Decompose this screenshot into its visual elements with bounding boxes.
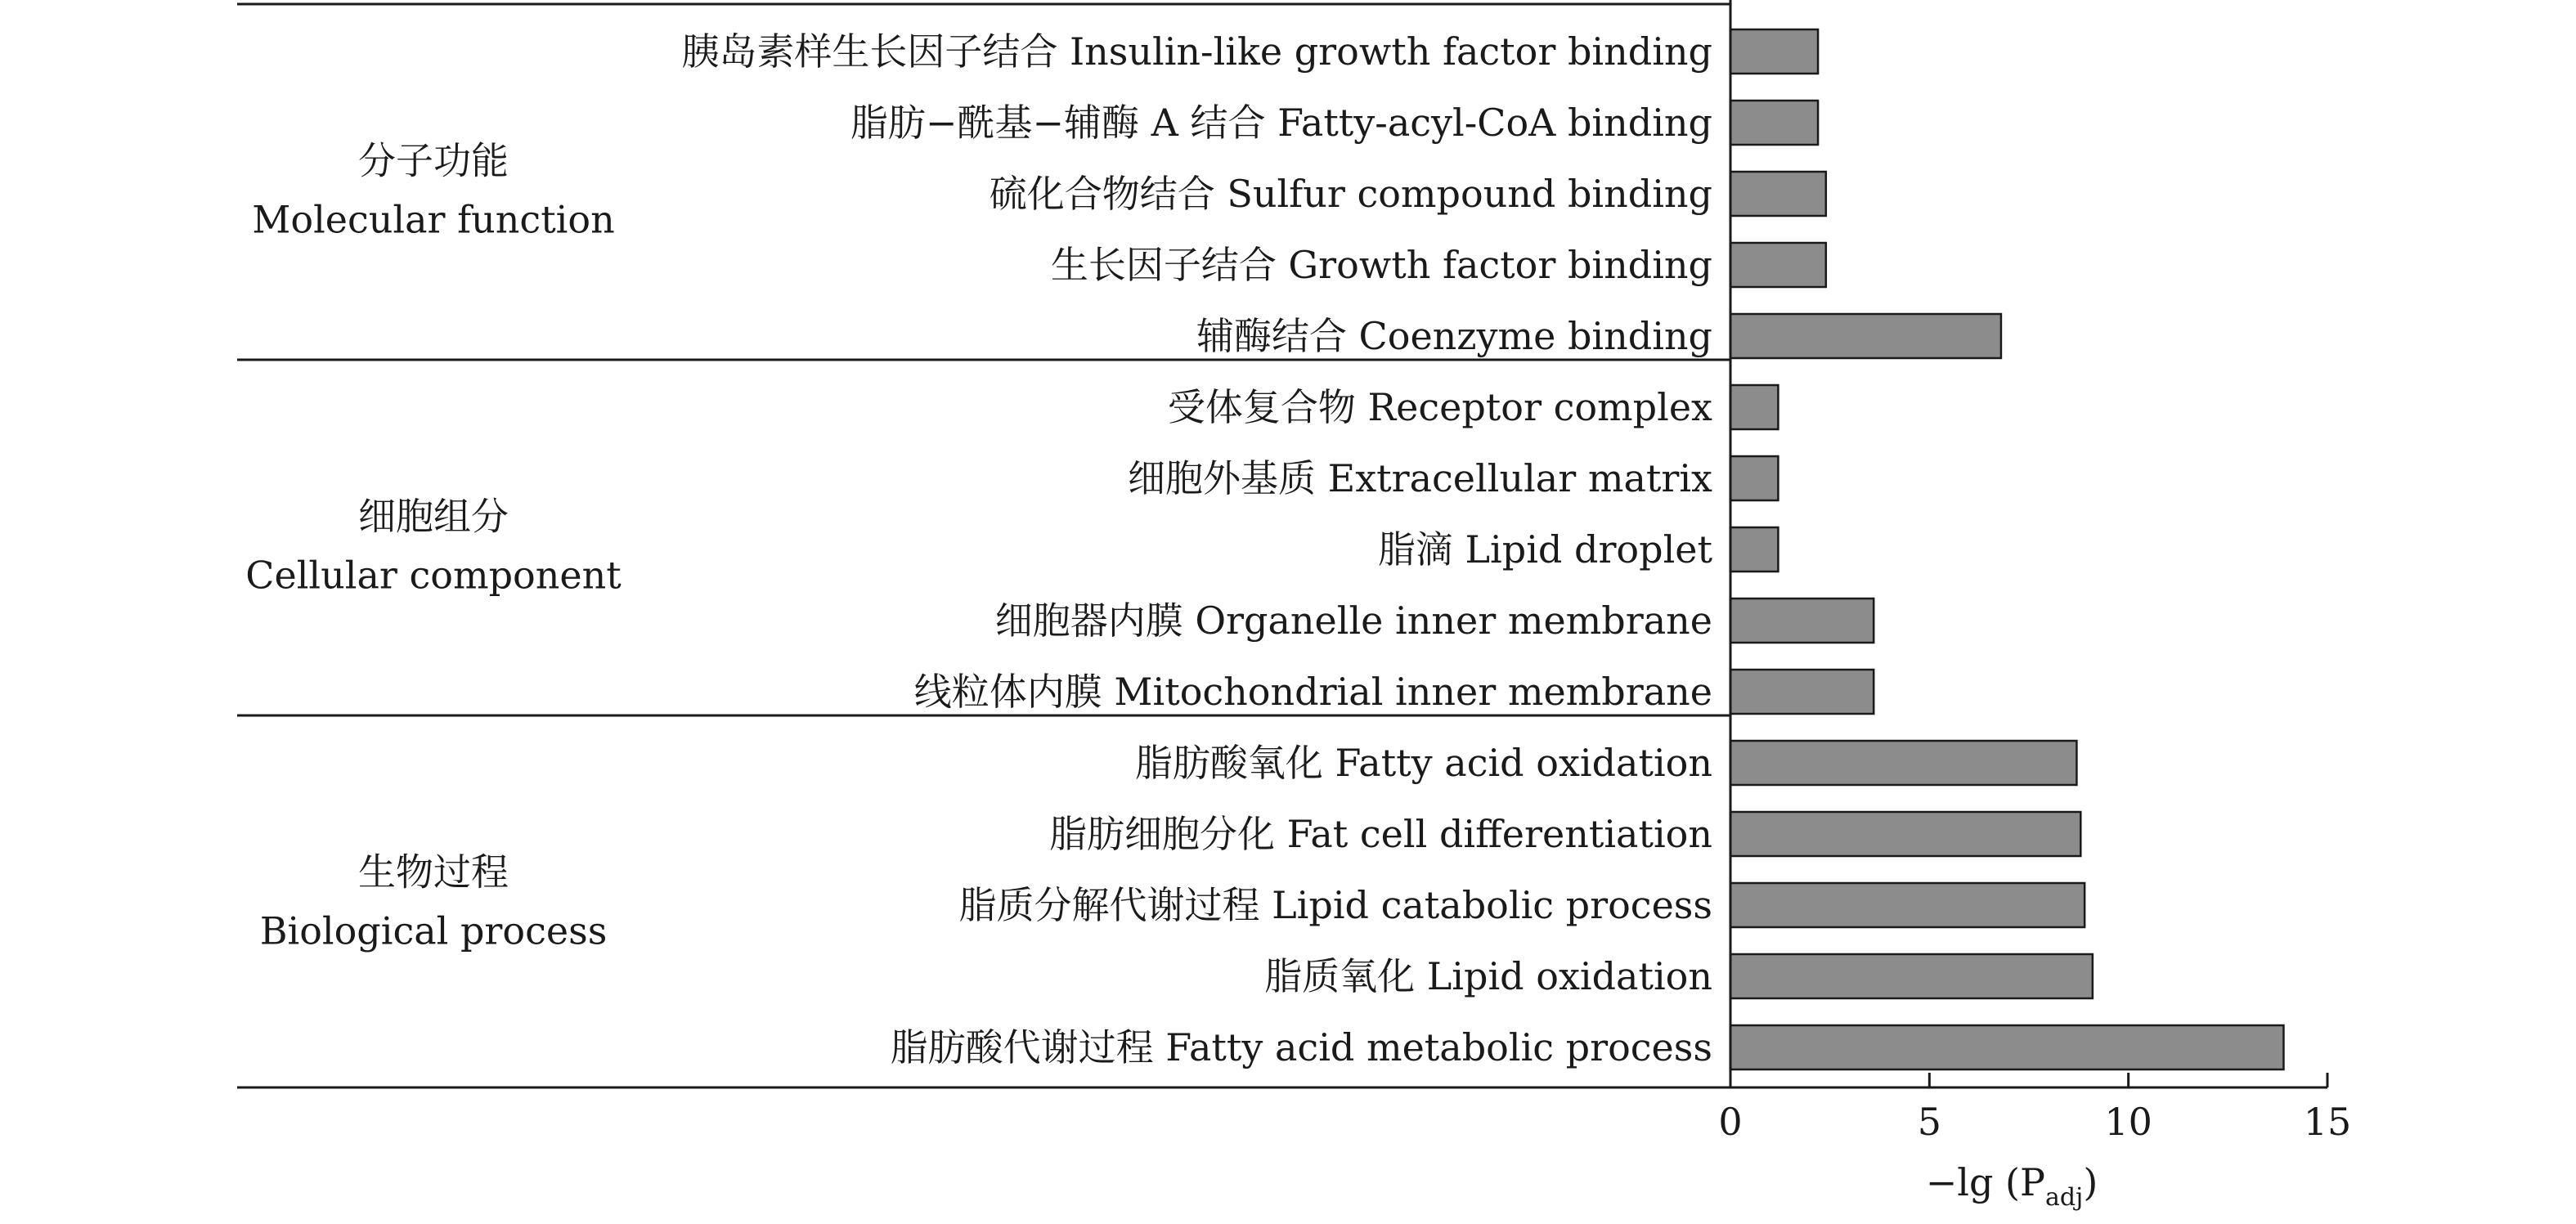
- term-label-0-4: 辅酶结合 Coenzyme binding: [1196, 314, 1712, 358]
- term-label-2-1: 脂肪细胞分化 Fat cell differentiation: [1048, 812, 1712, 856]
- bar-0-3: [1730, 243, 1826, 287]
- group-name-1: 细胞组分: [358, 494, 509, 539]
- term-label-1-1: 细胞外基质 Extracellular matrix: [1128, 456, 1712, 500]
- bar-0-0: [1730, 29, 1818, 74]
- bar-1-2: [1730, 527, 1778, 572]
- x-axis-title: −lg $(P_{adj})$: [1925, 1160, 2098, 1212]
- group-name-en-0: Molecular function: [252, 197, 615, 242]
- term-label-1-0: 受体复合物 Receptor complex: [1167, 385, 1712, 429]
- group-name-2: 生物过程: [358, 850, 509, 894]
- bar-2-3: [1730, 954, 2093, 998]
- term-label-1-2: 脂滴 Lipid droplet: [1377, 527, 1712, 572]
- bar-2-4: [1730, 1025, 2283, 1069]
- bar-layer: [681, 29, 2283, 1069]
- term-label-2-0: 脂肪酸氧化 Fatty acid oxidation: [1134, 741, 1712, 785]
- x-tick-label-1: 5: [1917, 1100, 1941, 1144]
- term-label-1-4: 线粒体内膜 Mitochondrial inner membrane: [913, 670, 1712, 714]
- bar-2-1: [1730, 812, 2080, 856]
- group-name-en-1: Cellular component: [245, 553, 622, 598]
- bar-2-0: [1730, 741, 2076, 785]
- term-label-0-1: 脂肪−酰基−辅酶 A 结合 Fatty-acyl-CoA binding: [850, 101, 1712, 145]
- x-tick-label-3: 15: [2303, 1100, 2352, 1144]
- x-tick-label-2: 10: [2104, 1100, 2152, 1144]
- term-label-2-4: 脂肪酸代谢过程 Fatty acid metabolic process: [890, 1025, 1712, 1069]
- bar-1-1: [1730, 456, 1778, 500]
- term-label-0-0: 胰岛素样生长因子结合 Insulin-like growth factor binding: [681, 29, 1712, 74]
- x-tick-label-0: 0: [1718, 1100, 1743, 1144]
- bar-2-2: [1730, 883, 2085, 927]
- term-label-0-3: 生长因子结合 Growth factor binding: [1050, 243, 1712, 287]
- bar-0-1: [1730, 101, 1818, 145]
- group-name-0: 分子功能: [358, 138, 509, 183]
- bar-0-2: [1730, 172, 1826, 216]
- bar-1-4: [1730, 670, 1874, 714]
- term-label-1-3: 细胞器内膜 Organelle inner membrane: [994, 599, 1712, 643]
- bar-0-4: [1730, 314, 2001, 358]
- term-label-0-2: 硫化合物结合 Sulfur compound binding: [989, 172, 1712, 216]
- term-label-2-3: 脂质氧化 Lipid oxidation: [1264, 954, 1712, 998]
- bar-1-3: [1730, 599, 1874, 643]
- group-name-en-2: Biological process: [259, 908, 608, 953]
- term-label-2-2: 脂质分解代谢过程 Lipid catabolic process: [958, 883, 1712, 927]
- bar-1-0: [1730, 385, 1778, 429]
